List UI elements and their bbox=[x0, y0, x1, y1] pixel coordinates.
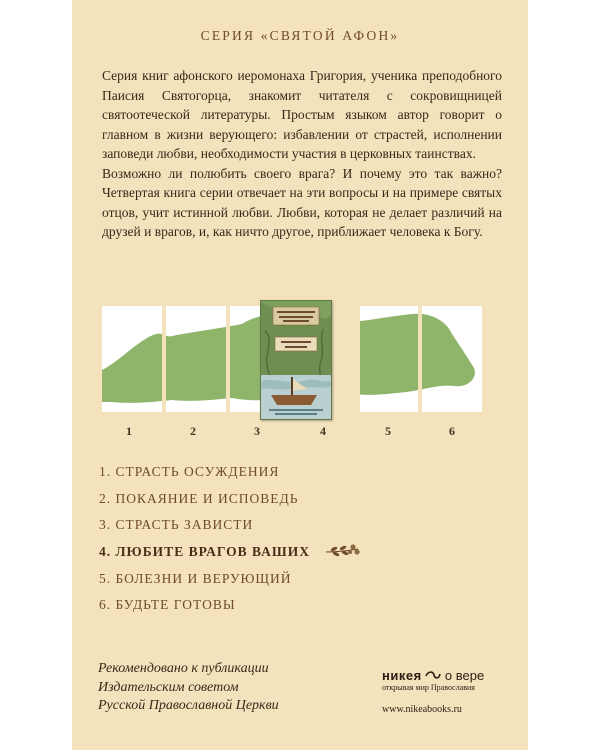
publisher-logo-icon bbox=[425, 668, 441, 683]
back-cover bbox=[72, 0, 528, 750]
book-item-1 bbox=[99, 462, 364, 489]
book-title: 6. БУДЬТЕ ГОТОВЫ bbox=[99, 597, 236, 613]
publisher-tagline: о вере bbox=[444, 668, 485, 683]
map-segment-label-1: 1 bbox=[126, 424, 132, 438]
description bbox=[102, 66, 502, 242]
publisher-subtitle: открывая мир Православия bbox=[382, 683, 475, 692]
book-title: 1. СТРАСТЬ ОСУЖДЕНИЯ bbox=[99, 464, 280, 479]
book-item-2 bbox=[99, 489, 364, 516]
book-title: 2. ПОКАЯНИЕ И ИСПОВЕДЬ bbox=[99, 490, 299, 506]
map-segment-label-2: 2 bbox=[190, 424, 196, 438]
publisher-brand: никея bbox=[382, 668, 422, 683]
map-segment-label-6: 6 bbox=[449, 424, 455, 438]
map-segment-label-5: 5 bbox=[385, 424, 391, 438]
description-paragraph-2: Возможно ли полюбить своего врага? И почему это так важно? Четвертая книга серии отвечает на эти вопросы и на примере святых отцов, учит истинной любви. Любви, которая не делает различий на друзей и врагов, и, как ничто другое, приближает человека к Богу. bbox=[102, 165, 502, 239]
publisher-block bbox=[382, 668, 522, 715]
book-title: 4. ЛЮБИТЕ ВРАГОВ ВАШИХ bbox=[99, 544, 310, 560]
book-list bbox=[99, 462, 364, 622]
recommendation-line-3: Русской Православной Церкви bbox=[98, 698, 279, 713]
book-title: 5. БОЛЕЗНИ И ВЕРУЮЩИЙ bbox=[99, 570, 292, 586]
book-item-6 bbox=[99, 595, 364, 622]
book-item-3 bbox=[99, 515, 364, 542]
book-item-4-current bbox=[99, 542, 364, 569]
book-cover-illustration bbox=[261, 301, 331, 419]
book-cover-thumbnail bbox=[260, 300, 332, 420]
map-segment-label-3: 3 bbox=[254, 424, 260, 438]
church-recommendation bbox=[98, 660, 279, 716]
recommendation-line-1: Рекомендовано к публикации bbox=[98, 661, 269, 676]
publisher-url: www.nikeabooks.ru bbox=[382, 704, 462, 715]
recommendation-line-2: Издательским советом bbox=[98, 679, 239, 695]
publisher-logo bbox=[382, 668, 522, 683]
series-title: СЕРИЯ «СВЯТОЙ АФОН» bbox=[200, 28, 400, 43]
map-segment-label-4: 4 bbox=[320, 424, 326, 438]
olive-sprig-icon bbox=[324, 543, 364, 563]
description-paragraph-1: Серия книг афонского иеромонаха Григория, ученика преподобного Паисия Святогорца, знакомит читателя с сокровищницей святоотеческой литературы. Простым языком автор говорит о главном в жизни верующего: избавлении от страстей, исполнении заповеди любви, необходимости участия в церковных таинствах. bbox=[102, 68, 502, 161]
book-title: 3. СТРАСТЬ ЗАВИСТИ bbox=[99, 517, 254, 533]
book-item-5 bbox=[99, 569, 364, 596]
